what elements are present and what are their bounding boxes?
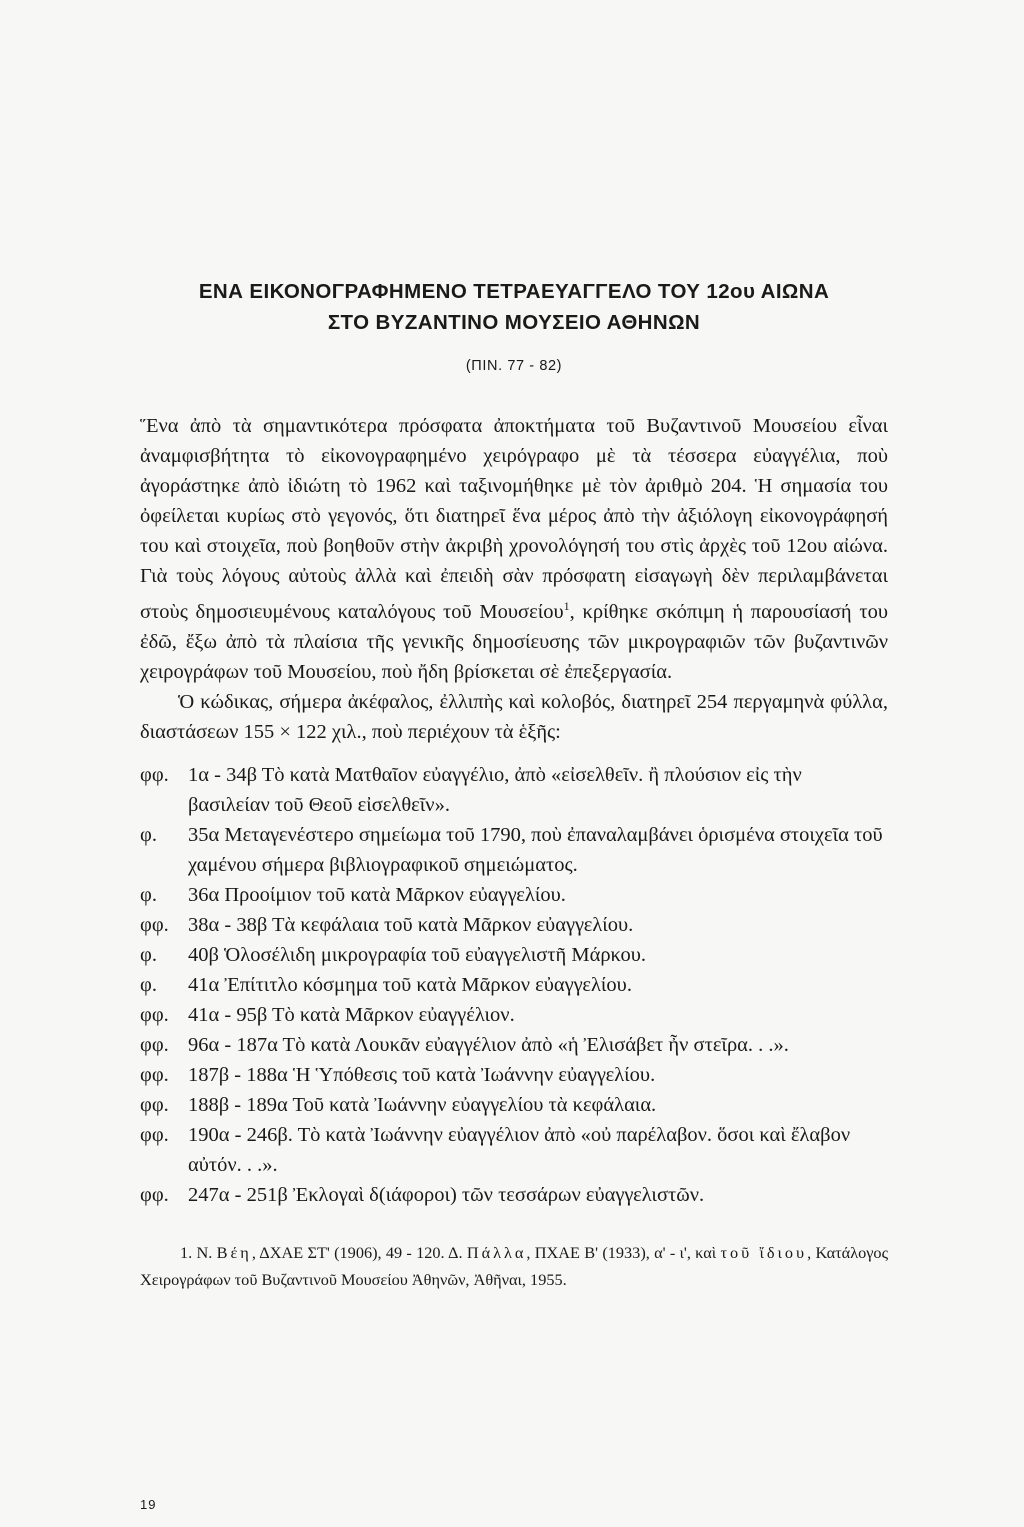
plates-reference: (ΠΙΝ. 77 - 82): [465, 358, 563, 374]
contents-list: [140, 760, 888, 1210]
folio-label: φ.: [140, 943, 157, 966]
folio-label: φφ.: [140, 1093, 169, 1116]
footnote-ref-2: , ΠΧΑΕ Β' (1933), α' - ι', καὶ: [526, 1242, 717, 1262]
list-item: [140, 820, 888, 880]
list-item: [140, 940, 888, 970]
folio-description: 41α - 95β Τὸ κατὰ Μᾶρκον εὐαγγέλιον.: [188, 1003, 515, 1026]
footnotes: [140, 1239, 888, 1293]
paragraph-1-text-end: , κρίθηκε σκόπιμη ἡ παρουσίασή του ἐδῶ, ἔξω ἀπὸ τὰ πλαίσια τῆς γενικῆς δημοσίευσης τῶν μικρογραφιῶν τῶν βυζαντινῶν χειρογράφων τοῦ Μουσείου, ποὺ ἤδη βρίσκεται σὲ ἐπεξεργασία.: [140, 600, 889, 683]
footnote-author-2: Πάλλα: [466, 1242, 527, 1262]
folio-label: φ.: [140, 823, 157, 846]
footnote-ref-1: , ΔΧΑΕ ΣΤ' (1906), 49 - 120. Δ.: [251, 1242, 463, 1262]
folio-label: φ.: [140, 883, 157, 906]
folio-label: φφ.: [140, 1063, 169, 1086]
list-item: [140, 1000, 888, 1030]
footnote-author-3: τοῦ ἴδιου: [720, 1242, 808, 1262]
folio-label: φφ.: [140, 1183, 169, 1206]
folio-description: 96α - 187α Τὸ κατὰ Λουκᾶν εὐαγγέλιον ἀπὸ «ἡ Ἐλισάβετ ἦν στεῖρα. . .».: [188, 1033, 789, 1056]
title-line-2: ΣΤΟ ΒΥΖΑΝΤΙΝΟ ΜΟΥΣΕΙΟ ΑΘΗΝΩΝ: [327, 311, 701, 334]
folio-label: φφ.: [140, 763, 169, 786]
folio-description: 187β - 188α Ἡ Ὑπόθεσις τοῦ κατὰ Ἰωάννην εὐαγγελίου.: [188, 1063, 656, 1086]
folio-label: φφ.: [140, 1003, 169, 1026]
footnote-ref-3: , Κατάλογος Χειρογράφων τοῦ Βυζαντινοῦ Μουσείου Ἀθηνῶν, Ἀθῆναι, 1955.: [140, 1242, 889, 1289]
footnote-marker: 1: [563, 599, 570, 613]
list-item: [140, 880, 888, 910]
list-item: [140, 760, 888, 820]
folio-label: φ.: [140, 973, 157, 996]
list-item: [140, 1060, 888, 1090]
list-item: [140, 1180, 888, 1210]
footnote-1: [140, 1239, 888, 1293]
folio-description: 247α - 251β Ἐκλογαὶ δ(ιάφοροι) τῶν τεσσάρων εὐαγγελιστῶν.: [188, 1183, 705, 1206]
page-content: [140, 276, 888, 1293]
folio-description: 35α Μεταγενέστερο σημείωμα τοῦ 1790, ποὺ ἐπαναλαμβάνει ὁρισμένα στοιχεῖα τοῦ χαμένου σήμερα βιβλιογραφικοῦ σημειώματος.: [188, 823, 883, 876]
page-title: [140, 276, 888, 338]
list-item: [140, 1120, 888, 1180]
list-item: [140, 910, 888, 940]
paragraph-1: [140, 411, 888, 687]
footnote-author-1: Βέη: [216, 1242, 252, 1262]
folio-label: φφ.: [140, 913, 169, 936]
folio-label: φφ.: [140, 1033, 169, 1056]
folio-description: 36α Προοίμιον τοῦ κατὰ Μᾶρκον εὐαγγελίου.: [188, 883, 566, 906]
folio-description: 40β Ὁλοσέλιδη μικρογραφία τοῦ εὐαγγελιστῆ Μάρκου.: [188, 943, 646, 966]
footnote-number: 1. Ν.: [180, 1242, 213, 1262]
title-line-1: ΕΝΑ ΕΙΚΟΝΟΓΡΑΦΗΜΕΝΟ ΤΕΤΡΑΕΥΑΓΓΕΛΟ ΤΟΥ 12ου ΑΙΩΝΑ: [198, 280, 830, 303]
paragraph-2: Ὁ κώδικας, σήμερα ἀκέφαλος, ἐλλιπὴς καὶ κολοβός, διατηρεῖ 254 περγαμηνὰ φύλλα, διαστάσεων 155 × 122 χιλ., ποὺ περιέχουν τὰ ἑξῆς:: [140, 690, 888, 743]
folio-description: 188β - 189α Τοῦ κατὰ Ἰωάννην εὐαγγελίου τὰ κεφάλαια.: [188, 1093, 657, 1116]
folio-description: 190α - 246β. Τὸ κατὰ Ἰωάννην εὐαγγέλιον ἀπὸ «οὐ παρέλαβον. ὅσοι καὶ ἔλαβον αὐτόν. . .».: [188, 1123, 851, 1176]
list-item: [140, 970, 888, 1000]
paragraph-1-text: Ἕνα ἀπὸ τὰ σημαντικότερα πρόσφατα ἀποκτήματα τοῦ Βυζαντινοῦ Μουσείου εἶναι ἀναμφισβήτητα τὸ εἰκονογραφημένο χειρόγραφο μὲ τὰ τέσσερα εὐαγγέλια, ποὺ ἀγοράστηκε ἀπὸ ἰδιώτη τὸ 1962 καὶ ταξινομήθηκε μὲ τὸν ἀριθμὸ 204. Ἡ σημασία του ὀφείλεται κυρίως στὸ γεγονός, ὅτι διατηρεῖ ἕνα μέρος ἀπὸ τὴν ἀξιόλογη εἰκονογράφησή του καὶ στοιχεῖα, ποὺ βοηθοῦν στὴν ἀκριβὴ χρονολόγησή του στὶς ἀρχὲς τοῦ 12ου αἰώνα. Γιὰ τοὺς λόγους αὐτοὺς ἀλλὰ καὶ ἐπειδὴ σὰν πρόσφατη εἰσαγωγὴ δὲν περιλαμβάνεται στοὺς δημοσιευμένους καταλόγους τοῦ Μουσείου: [140, 415, 888, 623]
list-item: [140, 1090, 888, 1120]
folio-description: 41α Ἐπίτιτλο κόσμημα τοῦ κατὰ Μᾶρκον εὐαγγελίου.: [188, 973, 632, 996]
folio-label: φφ.: [140, 1123, 169, 1146]
folio-description: 1α - 34β Τὸ κατὰ Ματθαῖον εὐαγγέλιο, ἀπὸ «εἰσελθεῖν. ἢ πλούσιον εἰς τὴν βασιλείαν τοῦ Θεοῦ εἰσελθεῖν».: [188, 763, 802, 816]
list-item: [140, 1030, 888, 1060]
page-number: 19: [140, 1497, 157, 1512]
article-body: [140, 411, 888, 747]
folio-description: 38α - 38β Τὰ κεφάλαια τοῦ κατὰ Μᾶρκον εὐαγγελίου.: [188, 913, 634, 936]
